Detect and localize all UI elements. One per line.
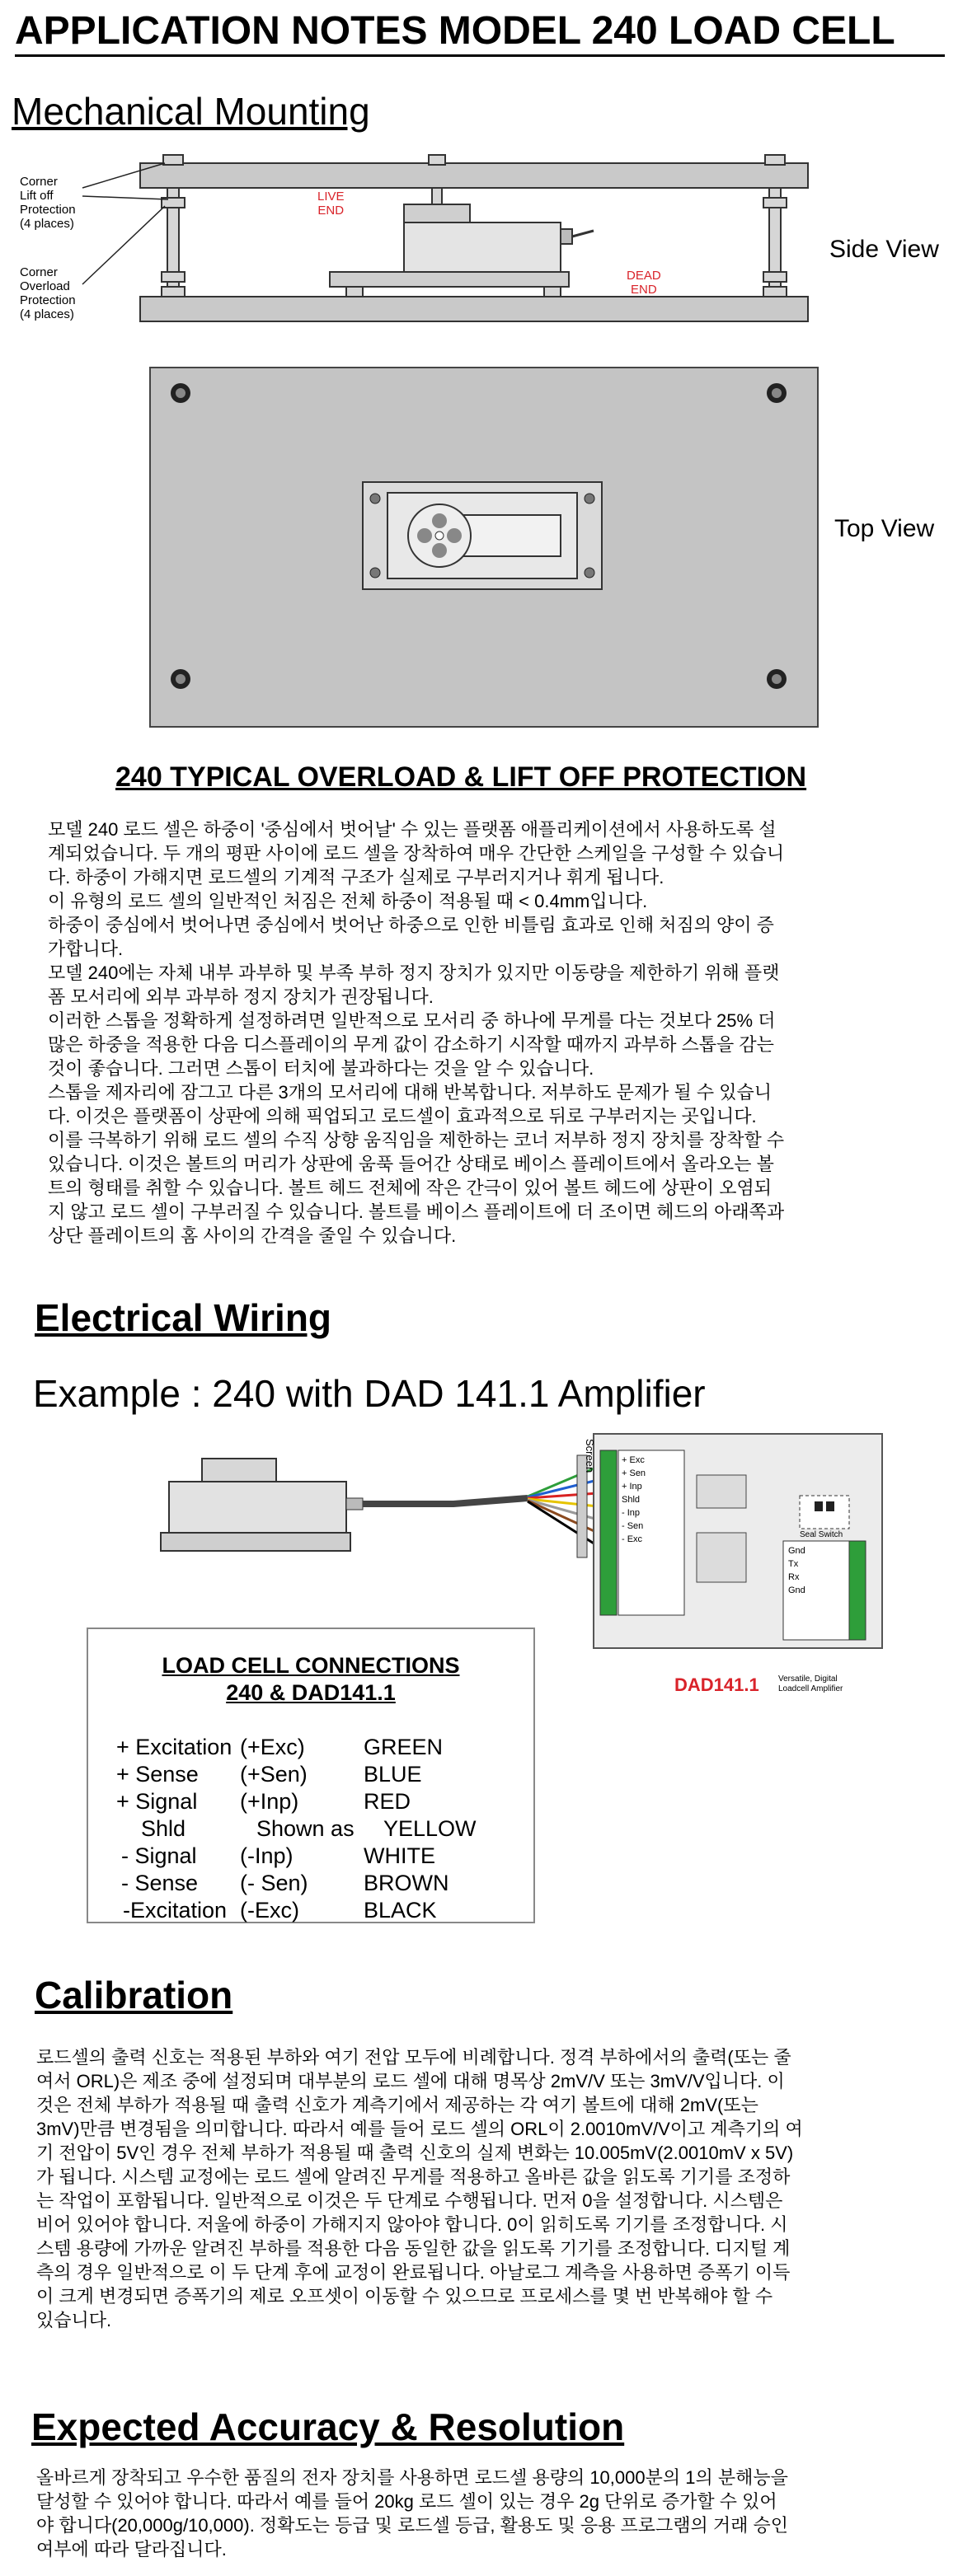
amp-desc: Versatile, Digital Loadcell Amplifier	[778, 1674, 843, 1693]
amp-terminal-left	[600, 1450, 617, 1615]
amp-name: DAD141.1	[674, 1674, 759, 1695]
connections-title: LOAD CELL CONNECTIONS 240 & DAD141.1	[162, 1653, 460, 1705]
calibration-paragraph: 로드셀의 출력 신호는 적용된 부하와 여기 전압 모두에 비례합니다. 정격 부하에서의 출력(또는 줄 여서 ORL)은 제조 중에 설정되며 대부분의 로드 셀에 대해 명목상 2mV/V 또는 3mV/V입니다. 이 것은 전체 부하가 적용될 때 출력 신호가 계측기에서 제공하는 각 여기 볼트에 대해 2mV(또는 3mV)만큼 변경됨을 의미합니다. 따라서 예를 들어 로드 셀의 ORL이 2.0010mV/V이고 계측기의 여 기 전압이 5V인 경우 전체 부하가 적용될 때 출력 신호의 실제 변화는 10.005mV(2.0010mV x 5V) 가 됩니다. 시스템 교정에는 로드 셀에 알려진 무게를 적용하고 올바른 값을 읽도록 기기를 조정하 는 작업이 포함됩니다. 일반적으로 이것은 두 단계로 수행됩니다. 먼저 0을 설정합니다. 시스템은 비어 있어야 합니다. 저울에 하중이 가해지지 않아야 합니다. 0이 읽히도록 기기를 조정합니다. 시 스템 용량에 가까운 알려진 부하를 적용한 다음 동일한 값을 읽도록 기기를 조정합니다. 디지털 계 측의 경우 일반적으로 이 두 단계 후에 교정이 완료됩니다. 아날로그 계측을 사용하면 증폭기 이득 이 크게 변경되면 증폭기의 제로 오프셋이 이동할 수 있으므로 프로세스를 몇 번 반복해야 할 수 있습니다.	[36, 2047, 803, 2330]
overload-paragraph: 모델 240 로드 셀은 하중이 '중심에서 벗어날' 수 있는 플랫폼 애플리케이션에서 사용하도록 설 계되었습니다. 두 개의 평판 사이에 로드 셀을 장착하여 매우 간단한 스케일을 구성할 수 있습니 다. 하중이 가해지면 로드셀의 기계적 구조가 실제로 구부러지거나 휘게 됩니다. 이 유형의 로드 셀의 일반적인 처짐은 전체 하중이 적용될 때 < 0.4mm입니다. 하중이 중심에서 벗어나면 중심에서 벗어난 하중으로 인한 비틀림 효과로 인해 처짐의 양이 증 가합니다. 모델 240에는 자체 내부 과부하 및 부족 부하 정지 장치가 있지만 이동량을 제한하기 위해 플랫 폼 모서리에 외부 과부하 정지 장치가 권장됩니다. 이러한 스톱을 정확하게 설정하려면 일반적으로 모서리 중 하나에 무게를 다는 것보다 25% 더 많은 하중을 적용한 다음 디스플레이의 무게 값이 감소하기 시작할 때까지 과부하 스톱을 감는 것이 좋습니다. 그러면 스톱이 터치에 불과하다는 것을 알 수 있습니다. 스톱을 제자리에 잠그고 다른 3개의 모서리에 대해 반복합니다. 저부하도 문제가 될 수 있습니 다. 이것은 플랫폼이 상판에 의해 픽업되고 로드셀이 효과적으로 뒤로 구부러지는 곳입니다. 이를 극복하기 위해 로드 셀의 수직 상향 움직임을 제한하는 코너 저부하 정지 장치를 장착할 수 있습니다. 이것은 볼트의 머리가 상판에 움푹 들어간 상태로 베이스 플레이트에서 올라오는 볼 트의 형태를 취할 수 있습니다. 볼트 헤드 전체에 작은 간극이 있어 볼트 헤드에 상판이 오염되 지 않고 로드 셀이 구부러질 수 있습니다. 볼트를 베이스 플레이트에 더 조이면 헤드의 아래쪽과 상단 플레이트의 홈 사이의 간격을 줄일 수 있습니다.	[48, 819, 785, 1246]
accuracy-heading: Expected Accuracy & Resolution	[31, 2405, 625, 2448]
connections-box: LOAD CELL CONNECTIONS 240 & DAD141.1 + Excitation (+Exc) GREEN + Sense (+Sen) BLUE + Signal (+Inp) RED Shld Shown as YELLOW - Signal (-Inp) WHITE - Sense (- Sen) BROWN -Excitation (-Exc) BLACK	[87, 1628, 535, 1923]
side-view-label: Side View	[829, 236, 939, 263]
title-underline	[15, 54, 945, 57]
wiring-loadcell-cap	[202, 1459, 276, 1482]
side-loadcell-cap	[404, 204, 470, 222]
electrical-heading: Electrical Wiring	[35, 1296, 332, 1339]
amp-switch-label: Seal Switch	[800, 1530, 843, 1539]
side-loadcell-base	[330, 272, 569, 287]
amp-terminal-right	[849, 1541, 866, 1640]
accuracy-paragraph: 올바르게 장착되고 우수한 품질의 전자 장치를 사용하면 로드셀 용량의 10,000분의 1의 분해능을 달성할 수 있어야 합니다. 따라서 예를 들어 20kg 로드 셀이 있는 경우 2g 단위로 증가할 수 있어 야 합니다(20,000g/10,000). 정확도는 등급 및 로드셀 등급, 활용도 및 응용 프로그램의 거래 승인 여부에 따라 달라집니다.	[36, 2467, 788, 2560]
side-loadcell-body	[404, 222, 561, 272]
side-view-diagram	[0, 148, 824, 346]
top-view-label: Top View	[834, 515, 935, 542]
mechanical-heading: Mechanical Mounting	[12, 90, 370, 133]
amp-pins-right: Gnd Tx Rx Gnd	[788, 1546, 805, 1595]
page-title: APPLICATION NOTES MODEL 240 LOAD CELL	[15, 9, 895, 53]
screen-label: Screen	[584, 1439, 596, 1473]
dead-end-label: DEAD END	[627, 269, 661, 297]
calibration-heading: Calibration	[35, 1974, 233, 2016]
overload-label: Corner Overload Protection (4 places)	[20, 265, 76, 321]
wiring-loadcell-body	[169, 1482, 346, 1533]
side-top-plate	[140, 163, 808, 188]
live-end-label: LIVE END	[317, 190, 345, 218]
amp-pins-left: + Exc + Sen + Inp Shld - Inp - Sen - Exc	[622, 1455, 646, 1544]
overload-heading: 240 TYPICAL OVERLOAD & LIFT OFF PROTECTION	[115, 761, 807, 793]
side-base-plate	[140, 297, 808, 321]
lift-off-label: Corner Lift off Protection (4 places)	[20, 175, 76, 231]
electrical-example: Example : 240 with DAD 141.1 Amplifier	[33, 1372, 706, 1415]
wiring-loadcell-base	[161, 1533, 350, 1551]
top-view-diagram	[0, 363, 824, 733]
